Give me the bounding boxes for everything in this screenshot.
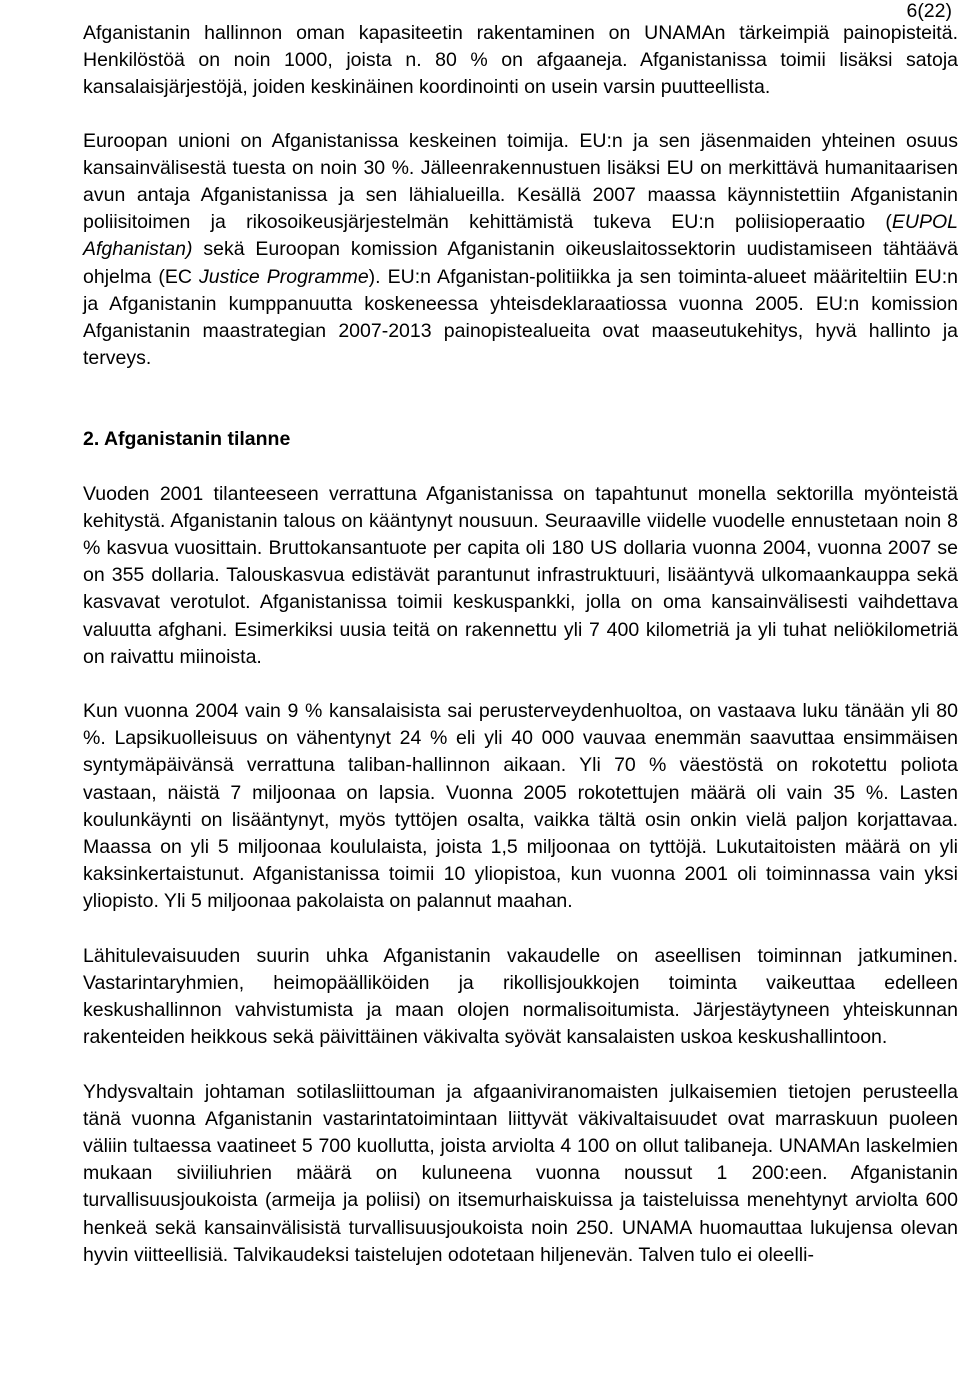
- section-heading: 2. Afganistanin tilanne: [83, 428, 291, 451]
- paragraph-unama-capacity: Afganistanin hallinnon oman kapasiteetin rakentaminen on UNAMAn tärkeimpiä painopisteitä. Henkilöstöä on noin 1000, joista n. 80 % on afgaaneja. Afganistanissa toimii lisäksi satoja kansalaisjärjestöjä, joiden keskinäinen koordinointi on usein varsin puutteellista.: [83, 22, 958, 99]
- paragraph-health-education: Kun vuonna 2004 vain 9 % kansalaisista sai perusterveydenhuoltoa, on vastaava luku tänään yli 80 %. Lapsikuolleisuus on vähentynyt 24 % eli yli 40 000 vauvaa enemmän saavuttaa ensimmäisen syntymäpäivänsä verrattuna taliban-hallinnon aikaan. Yli 70 % väestöstä on rokotettu poliota vastaan, näistä 7 miljoonaa on lapsia. Vuonna 2005 rokotettujen määrä oli vain 35 %. Lasten koulunkäynti on lisääntynyt, myös tyttöjen osalta, vaikka tältä osin onkin vielä paljon korjattavaa. Maassa on yli 5 miljoonaa koululaista, joista 1,5 miljoonaa on tyttöjä. Lukutaitoisten määrä on yli kaksinkertaistunut. Afganistanissa toimii 10 yliopistoa, kun vuonna 2001 oli toiminnassa vain yksi yliopisto. Yli 5 miljoonaa pakolaista on palannut maahan.: [83, 700, 958, 913]
- paragraph-economy: Vuoden 2001 tilanteeseen verrattuna Afganistanissa on tapahtunut monella sektorilla myönteistä kehitystä. Afganistanin talous on kääntynyt nousuun. Seuraaville viidelle vuodelle ennustetaan noin 8 % kasvua vuosittain. Bruttokansantuote per capita oli 180 US dollaria vuonna 2004, vuonna 2007 se on 355 dollaria. Talouskasvua edistävät parantunut infrastruktuuri, lisääntyvä ulkomaankauppa sekä kasvavat verotulot. Afganistanissa toimii keskuspankki, jolla on oma kansainvälisesti vaihdettava valuutta afghani. Esimerkiksi uusia teitä on rakennettu yli 7 400 kilometriä ja yli tuhat neliökilometriä on raivattu miinoista.: [83, 482, 958, 668]
- document-body: [83, 20, 958, 1269]
- page-number: 6(22): [906, 0, 952, 22]
- eu-text-c: ). EU:n Afganistan-politiikka ja sen toiminta-alueet määriteltiin EU:n ja Afganistanin kumppanuutta koskeneessa yhteisdeklaraatiossa vuonna 2005. EU:n komission Afganistanin maastrategian 2007-2013 painopistealueita ovat maaseutukehitys, hyvä hallinto ja terveys.: [83, 265, 958, 370]
- eu-text-b: sekä Euroopan komission Afganistanin oikeuslaitossektorin uudistamiseen tähtäävä ohjelma (EC: [83, 238, 958, 288]
- eu-text-a: Euroopan unioni on Afganistanissa keskeinen toimija. EU:n ja sen jäsenmaiden yhteinen osuus kansainvälisestä tuesta on noin 30 %. Jälleenrakennustuen lisäksi EU on merkittävä humanitaarisen avun antaja Afganistanissa ja sen lähialueilla. Kesällä 2007 maassa käynnistettiin Afganistanin poliisitoimen ja rikosoikeusjärjestelmän kehittämistä tukeva EU:n poliisioperaatio (: [83, 129, 958, 234]
- eupol-name: EUPOL Afghanistan): [83, 211, 958, 261]
- ec-justice-programme: Justice Programme: [199, 265, 369, 288]
- paragraph-threats: Lähitulevaisuuden suurin uhka Afganistanin vakaudelle on aseellisen toiminnan jatkuminen. Vastarintaryhmien, heimopäälliköiden ja rikollisjoukkojen toiminta vaikeuttaa edelleen keskushallinnon vahvistumista ja maan olojen normalisoitumista. Järjestäytyneen yhteiskunnan rakenteiden heikkous sekä päivittäinen väkivalta syövät kansalaisten uskoa keskushallintoon.: [83, 944, 958, 1049]
- paragraph-eu-role: [83, 128, 958, 373]
- paragraph-violence-statistics: Yhdysvaltain johtaman sotilasliittouman ja afgaaniviranomaisten julkaisemien tietojen perusteella tänä vuonna Afganistanin vastarintatoimintaan liittyvät väkivaltaisuudet ovat marraskuun puoleen väliin tultaessa vaatineet 5 700 kuollutta, joista arviolta 4 100 on ollut talibaneja. UNAMAn laskelmien mukaan siviiliuhrien määrä on kuluneena vuonna noussut 1 200:een. Afganistanin turvallisuusjoukoista (armeija ja poliisi) on itsemurhaiskuissa ja taisteluissa menehtynyt arviolta 600 henkeä sekä kansainvälisistä turvallisuusjoukoista noin 250. UNAMA huomauttaa lukujensa olevan hyvin viitteellisiä. Talvikaudeksi taistelujen odotetaan hiljenevän. Talven tulo ei oleelli-: [83, 1080, 958, 1266]
